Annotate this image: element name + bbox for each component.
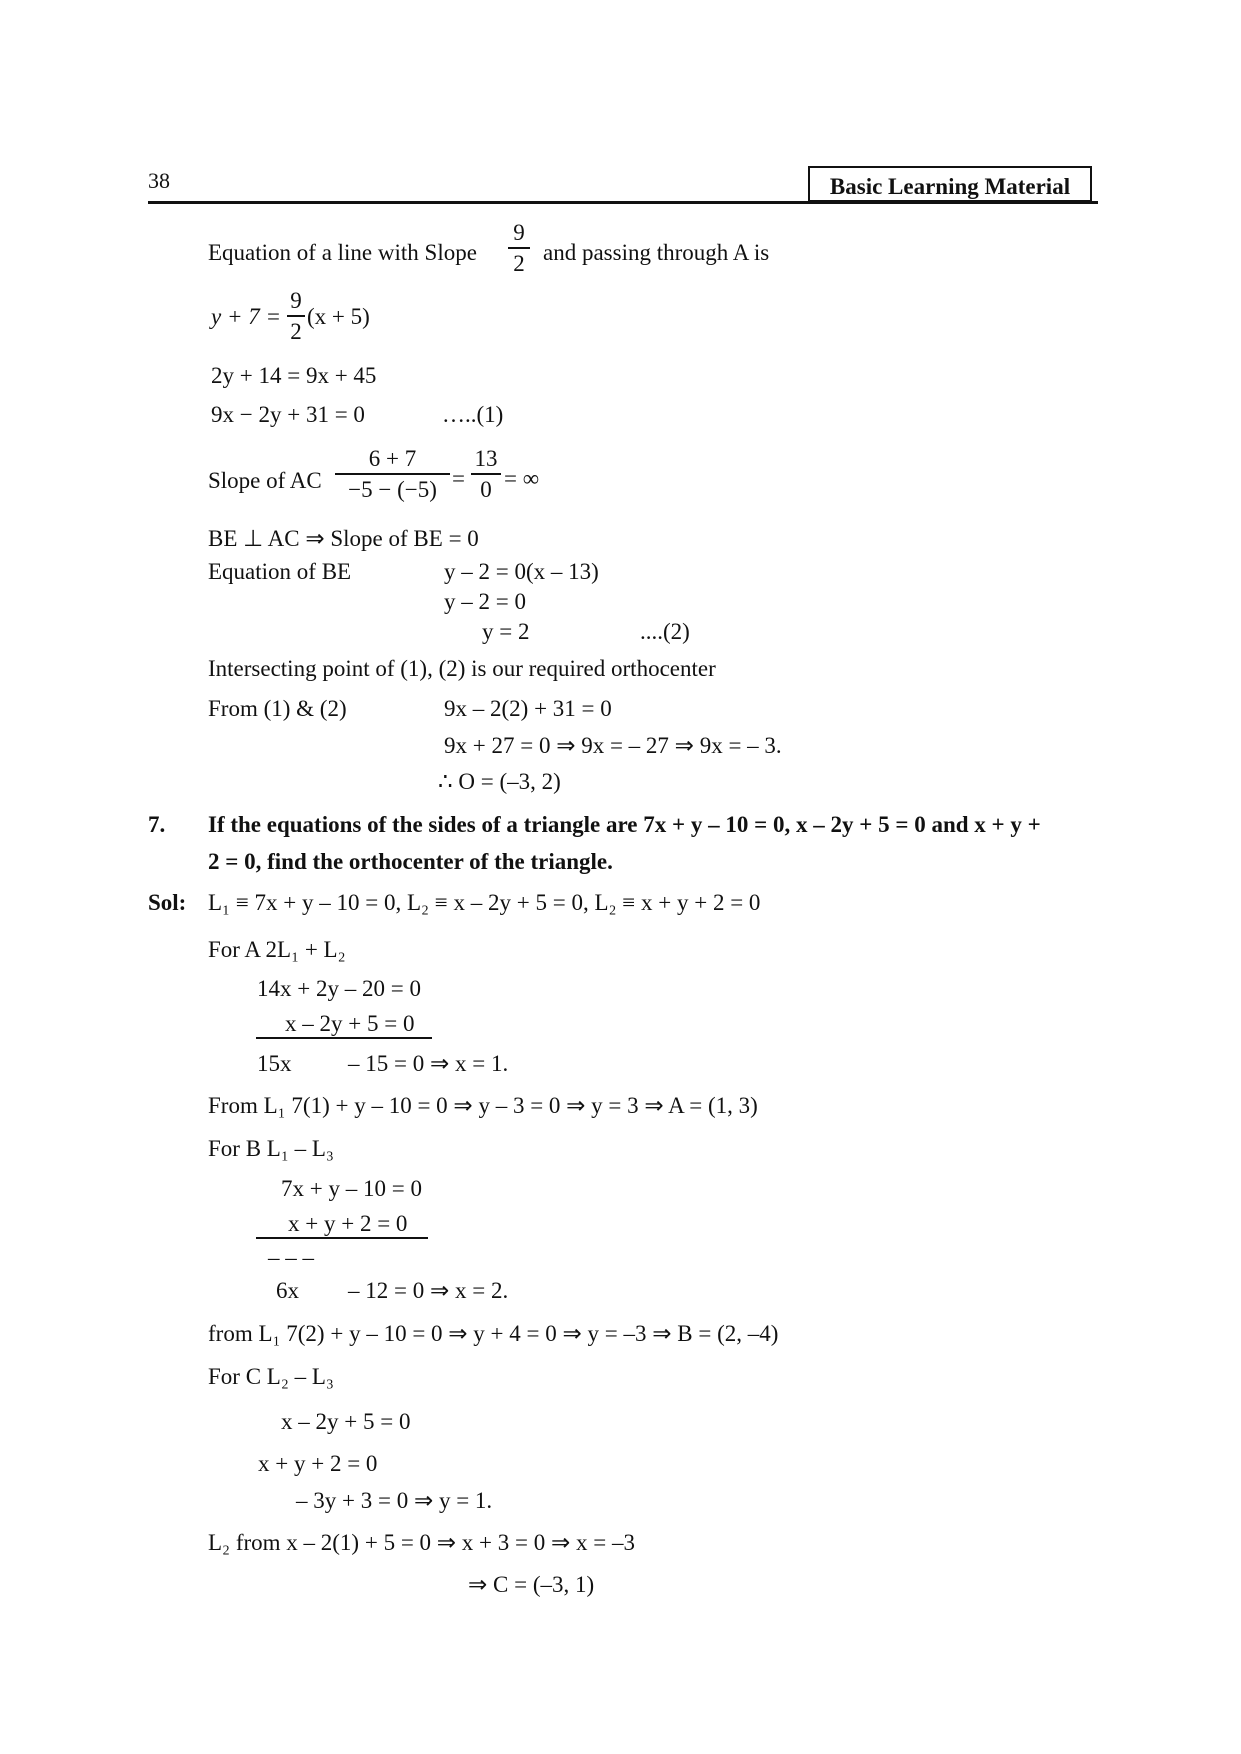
orthocenter-result: ∴ O = (–3, 2): [438, 769, 561, 794]
b-coordinate-line: from L₁ 7(2) + y – 10 = 0 ⇒ y + 4 = 0 ⇒ y = –3 ⇒ B = (2, –4): [208, 1321, 779, 1346]
intersect-statement: Intersecting point of (1), (2) is our required orthocenter: [208, 656, 716, 681]
question-line-1: If the equations of the sides of a triangle are 7x + y – 10 = 0, x – 2y + 5 = 0 and x + y +: [208, 812, 1041, 837]
from-step-1: 9x – 2(2) + 31 = 0: [444, 696, 612, 721]
equation-3: 9x − 2y + 31 = 0: [211, 402, 365, 427]
b-step-3-left: 6x: [276, 1278, 299, 1303]
slope-ac-denominator-2: 0: [480, 476, 492, 502]
header-rule: [148, 201, 1098, 204]
equation-3-tag: …..(1): [442, 402, 504, 427]
intro-text-b: and passing through A is: [543, 240, 770, 265]
c-step-3: – 3y + 3 = 0 ⇒ y = 1.: [296, 1488, 493, 1513]
equation-2: 2y + 14 = 9x + 45: [211, 363, 377, 388]
header-title-box: [808, 166, 1092, 202]
slope-ac-numerator: 6 + 7: [368, 446, 417, 471]
c-coordinate-line: L₂ from x – 2(1) + 5 = 0 ⇒ x + 3 = 0 ⇒ x = –3: [208, 1530, 635, 1555]
equation-fraction-denominator: 2: [290, 318, 302, 344]
c-step-1: x – 2y + 5 = 0: [281, 1409, 411, 1434]
be-tag: ....(2): [640, 619, 690, 644]
slope-ac-numerator-2: 13: [474, 446, 498, 471]
question-number: 7.: [148, 812, 166, 837]
slope-ac-denominator: −5 − (−5): [348, 476, 437, 502]
line-definitions: L₁ ≡ 7x + y – 10 = 0, L₂ ≡ x – 2y + 5 = 0, L₂ ≡ x + y + 2 = 0: [208, 890, 761, 915]
be-step-2: y – 2 = 0: [444, 589, 526, 614]
equation-fraction-numerator: 9: [290, 288, 302, 313]
header-title: Basic Learning Material: [829, 174, 1071, 199]
b-subtraction-signs: – – –: [268, 1245, 314, 1270]
equation-fraction: [287, 289, 305, 343]
a-coordinate-line: From L₁ 7(1) + y – 10 = 0 ⇒ y – 3 = 0 ⇒ y = 3 ⇒ A = (1, 3): [208, 1093, 758, 1118]
b-step-3-right: – 12 = 0 ⇒ x = 2.: [348, 1278, 509, 1303]
be-label: Equation of BE: [208, 559, 352, 584]
slope-numerator: 9: [513, 220, 525, 245]
slope-ac-label: Slope of AC: [208, 468, 322, 493]
b-step-1: 7x + y – 10 = 0: [281, 1176, 422, 1201]
c-result: ⇒ C = (–3, 1): [468, 1572, 595, 1597]
a-step-1: 14x + 2y – 20 = 0: [257, 976, 421, 1001]
page-number: 38: [148, 168, 170, 193]
slope-ac-fraction-2: [471, 447, 501, 501]
slope-denominator: 2: [513, 250, 525, 276]
slope-ac-result: = ∞: [504, 466, 540, 491]
b-step-2: x + y + 2 = 0: [288, 1211, 408, 1236]
equation-rhs: (x + 5): [307, 304, 370, 329]
a-sum-rule: [256, 1037, 432, 1039]
slope-ac-fraction: [335, 447, 450, 501]
b-sum-rule: [256, 1237, 428, 1239]
question-line-2: 2 = 0, find the orthocenter of the triangle.: [208, 849, 613, 874]
from-step-2: 9x + 27 = 0 ⇒ 9x = – 27 ⇒ 9x = – 3.: [444, 733, 782, 758]
intro-text-a: Equation of a line with Slope: [208, 240, 477, 265]
be-step-1: y – 2 = 0(x – 13): [444, 559, 599, 584]
a-step-3-left: 15x: [257, 1051, 292, 1076]
c-step-2: x + y + 2 = 0: [258, 1451, 378, 1476]
a-step-2: x – 2y + 5 = 0: [285, 1011, 415, 1036]
equation-lhs: y + 7 =: [211, 304, 281, 329]
slope-fraction: [508, 221, 530, 275]
a-step-3-right: – 15 = 0 ⇒ x = 1.: [348, 1051, 509, 1076]
slope-ac-equals: =: [452, 466, 465, 491]
be-step-3: y = 2: [482, 619, 530, 644]
for-c-label: For C L₂ – L₃: [208, 1364, 334, 1389]
from-label: From (1) & (2): [208, 696, 347, 721]
for-b-label: For B L₁ – L₃: [208, 1136, 334, 1161]
perpendicular-statement: BE ⊥ AC ⇒ Slope of BE = 0: [208, 526, 479, 551]
solution-label: Sol:: [148, 890, 187, 915]
for-a-label: For A 2L₁ + L₂: [208, 937, 346, 962]
